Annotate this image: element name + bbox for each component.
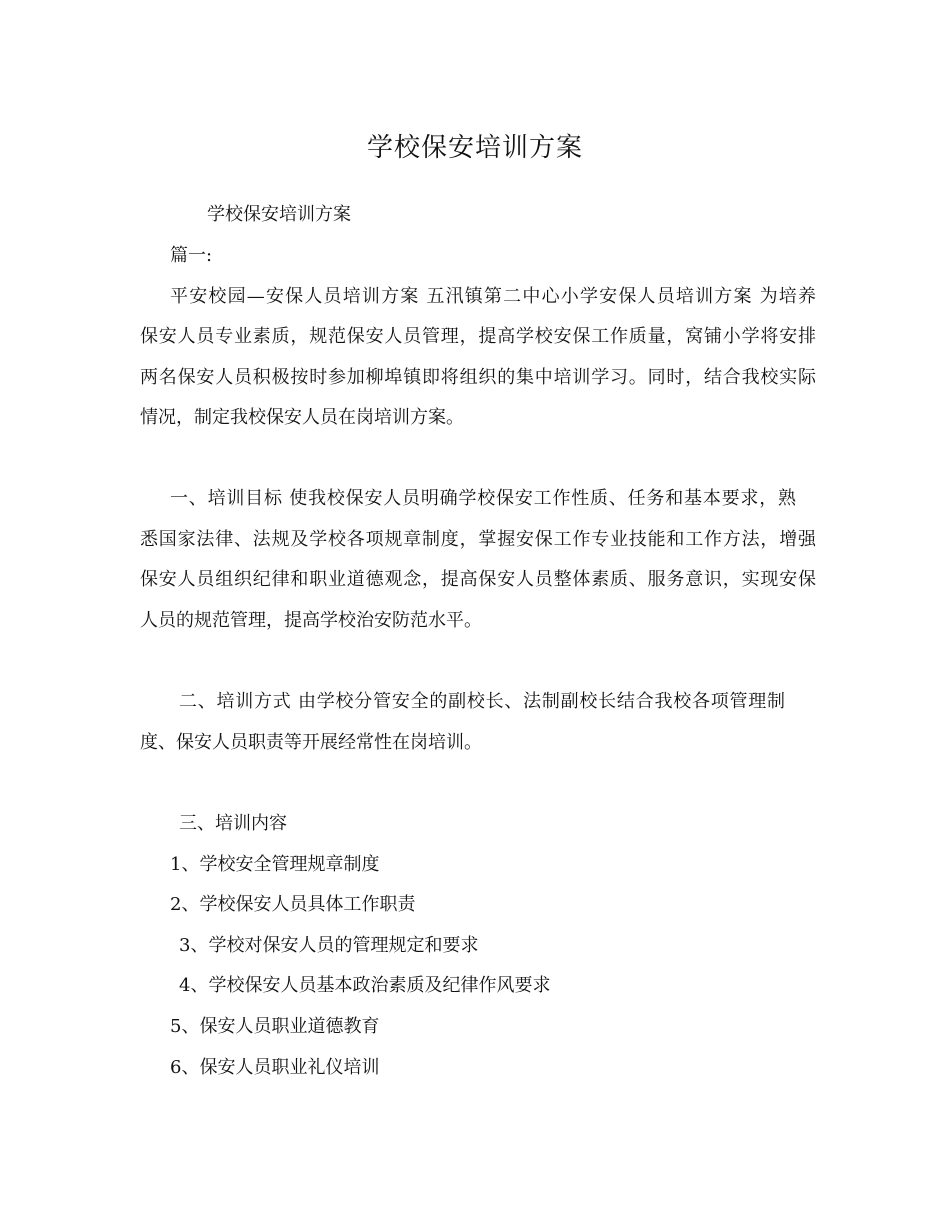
section2-line: 度、保安人员职责等开展经常性在岗培训。 <box>140 732 482 753</box>
section3-heading: 三、培训内容 <box>179 813 287 834</box>
section3-item: 1、学校安全管理规章制度 <box>170 854 380 875</box>
document-subtitle: 学校保安培训方案 <box>207 204 351 225</box>
intro-line: 保安人员专业素质，规范保安人员管理，提高学校安保工作质量，窝铺小学将安排 <box>140 326 816 347</box>
section1-line: 一、培训目标 使我校保安人员明确学校保安工作性质、任务和基本要求，熟 <box>170 488 796 509</box>
section3-item: 4、学校保安人员基本政治素质及纪律作风要求 <box>179 975 551 996</box>
intro-line: 平安校园—安保人员培训方案 五汛镇第二中心小学安保人员培训方案 为培养 <box>170 286 816 307</box>
section3-item: 6、保安人员职业礼仪培训 <box>170 1057 380 1078</box>
intro-line: 情况，制定我校保安人员在岗培训方案。 <box>140 407 464 428</box>
section3-item: 5、保安人员职业道德教育 <box>170 1016 380 1037</box>
section3-item: 2、学校保安人员具体工作职责 <box>170 894 416 915</box>
section1-line: 人员的规范管理，提高学校治安防范水平。 <box>140 610 482 631</box>
section1-line: 悉国家法律、法规及学校各项规章制度，掌握安保工作专业技能和工作方法，增强 <box>140 529 816 550</box>
part-label: 篇一: <box>170 245 213 266</box>
intro-line: 两名保安人员积极按时参加柳埠镇即将组织的集中培训学习。同时，结合我校实际 <box>140 367 816 388</box>
section1-line: 保安人员组织纪律和职业道德观念，提高保安人员整体素质、服务意识，实现安保 <box>140 569 816 590</box>
section3-item: 3、学校对保安人员的管理规定和要求 <box>179 935 479 956</box>
document-title: 学校保安培训方案 <box>366 133 583 163</box>
section2-line: 二、培训方式 由学校分管安全的副校长、法制副校长结合我校各项管理制 <box>179 691 785 712</box>
